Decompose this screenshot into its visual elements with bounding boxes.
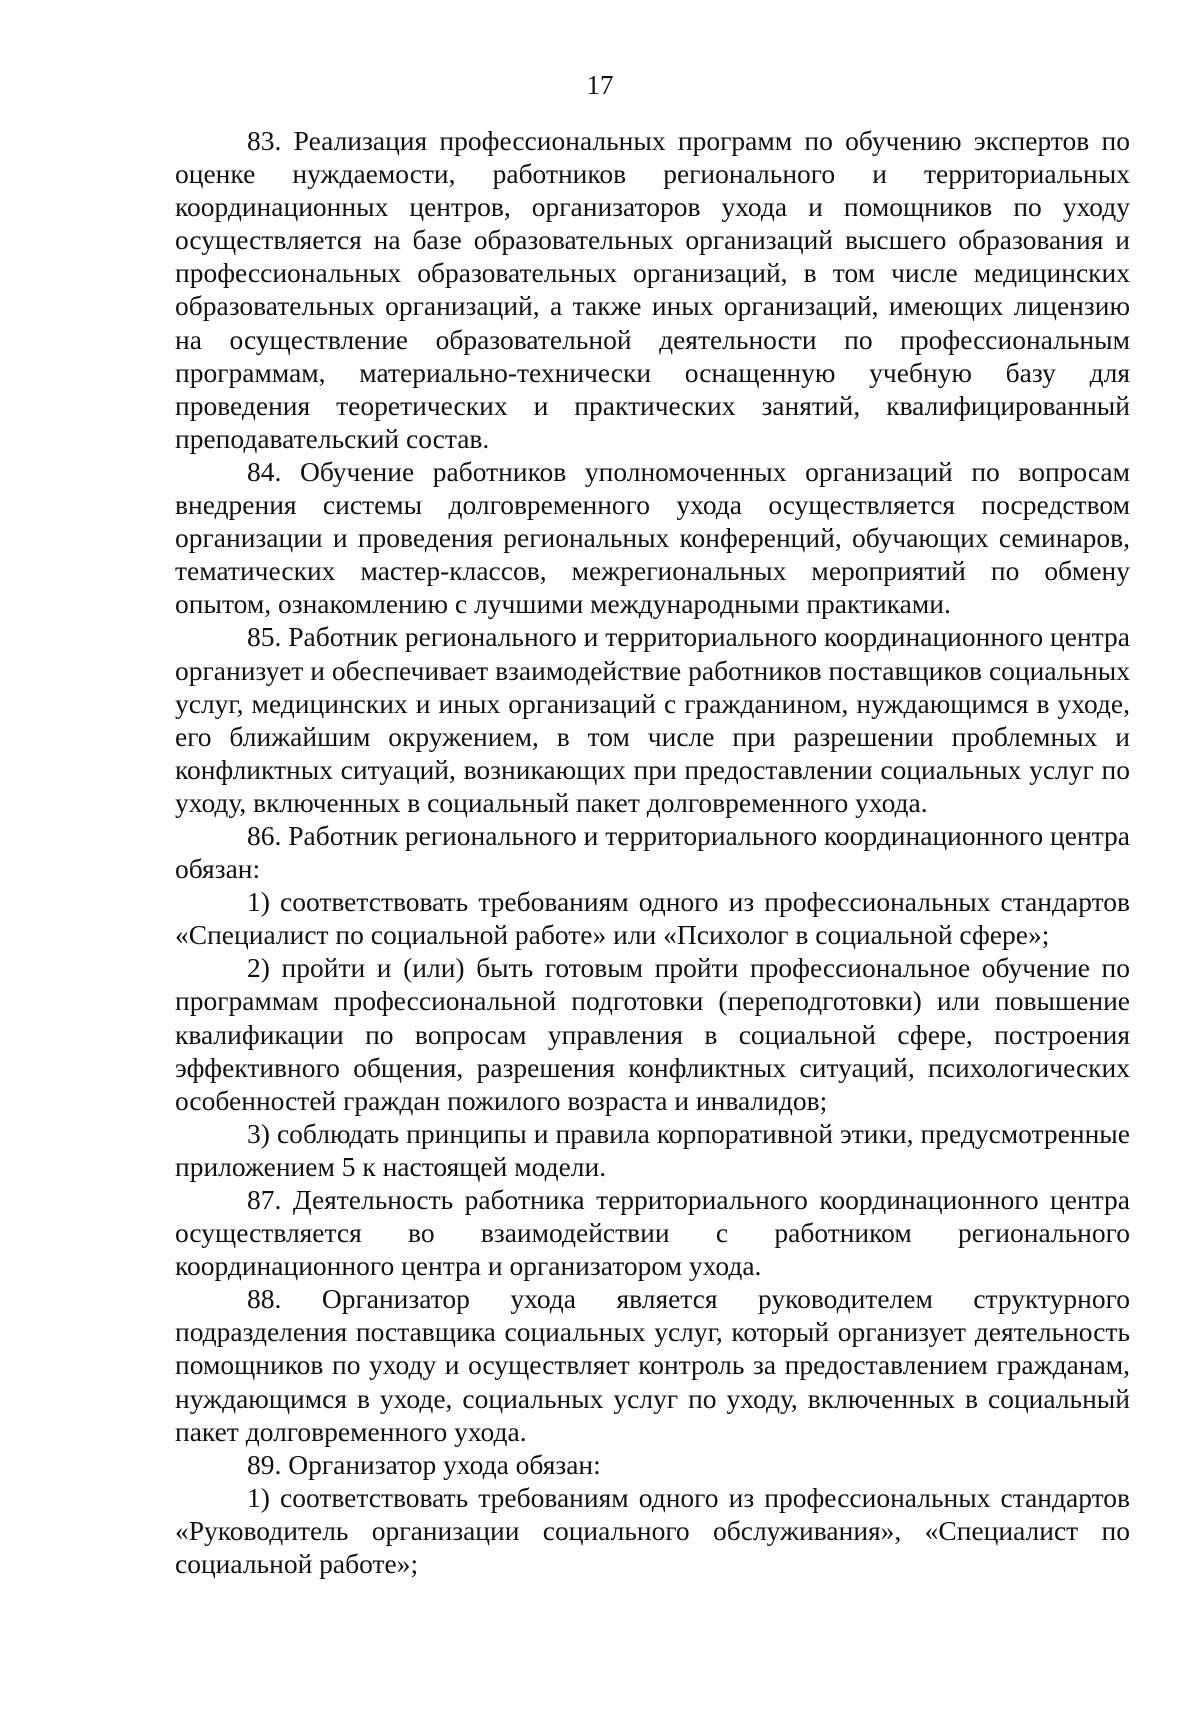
paragraph-89: 89. Организатор ухода обязан: xyxy=(247,1448,601,1480)
paragraph-83: 83. Реализация профессиональных программ по обучению экспертов по оценке нуждаемости, работников регионального и территориальных координационных центров, организаторов ухода и помощников по уходу осуществляется на базе образовательных организаций высшего образования и профессиональных образовательных организаций, в том числе медицинских образовательных организаций, а также иных организаций, имеющих лицензию на осуществление образовательной деятельности по профессиональным программам, материально-технически оснащенную учебную базу для проведения теоретических и практических занятий, квалифицированный преподавательский состав. xyxy=(175,125,1130,454)
paragraph-88: 88. Организатор ухода является руководителем структурного подразделения поставщика социальных услуг, который организует деятельность помощников по уходу и осуществляет контроль за предоставлением гражданам, нуждающимся в уходе, социальных услуг по уходу, включенных в социальный пакет долговременного ухода. xyxy=(175,1283,1130,1447)
page-number: 17 xyxy=(586,70,614,100)
paragraph-86: 86. Работник регионального и территориального координационного центра обязан: xyxy=(175,819,1130,885)
paragraph-85: 85. Работник регионального и территориального координационного центра организует и обеспечивает взаимодействие работников поставщиков социальных услуг, медицинских и иных организаций с гражданином, нуждающимся в уходе, его ближайшим окружением, в том числе при разрешении проблемных и конфликтных ситуаций, возникающих при предоставлении социальных услуг по уходу, включенных в социальный пакет долговременного ухода. xyxy=(175,621,1130,818)
paragraph-86-item-1: 1) соответствовать требованиям одного из профессиональных стандартов «Специалист по социальной работе» или «Психолог в социальной сфере»; xyxy=(175,886,1130,951)
paragraph-86-item-3: 3) соблюдать принципы и правила корпоративной этики, предусмотренные приложением 5 к настоящей модели. xyxy=(175,1117,1130,1182)
paragraph-86-item-2: 2) пройти и (или) быть готовым пройти профессиональное обучение по программам профессиональной подготовки (переподготовки) или повышение квалификации по вопросам управления в социальной сфере, построения эффективного общения, разрешения конфликтных ситуаций, психологических особенностей граждан пожилого возраста и инвалидов; xyxy=(175,952,1130,1116)
paragraph-87: 87. Деятельность работника территориального координационного центра осуществляется во взаимодействии с работником регионального координационного центра и организатором ухода. xyxy=(175,1184,1130,1282)
paragraph-89-item-1: 1) соответствовать требованиям одного из профессиональных стандартов «Руководитель организации социального обслуживания», «Специалист по социальной работе»; xyxy=(175,1481,1130,1580)
paragraph-84: 84. Обучение работников уполномоченных организаций по вопросам внедрения системы долговременного ухода осуществляется посредством организации и проведения региональных конференций, обучающих семинаров, тематических мастер-классов, межрегиональных мероприятий по обмену опытом, ознакомлению с лучшими международными практиками. xyxy=(175,455,1130,620)
document-body xyxy=(175,124,1130,1580)
